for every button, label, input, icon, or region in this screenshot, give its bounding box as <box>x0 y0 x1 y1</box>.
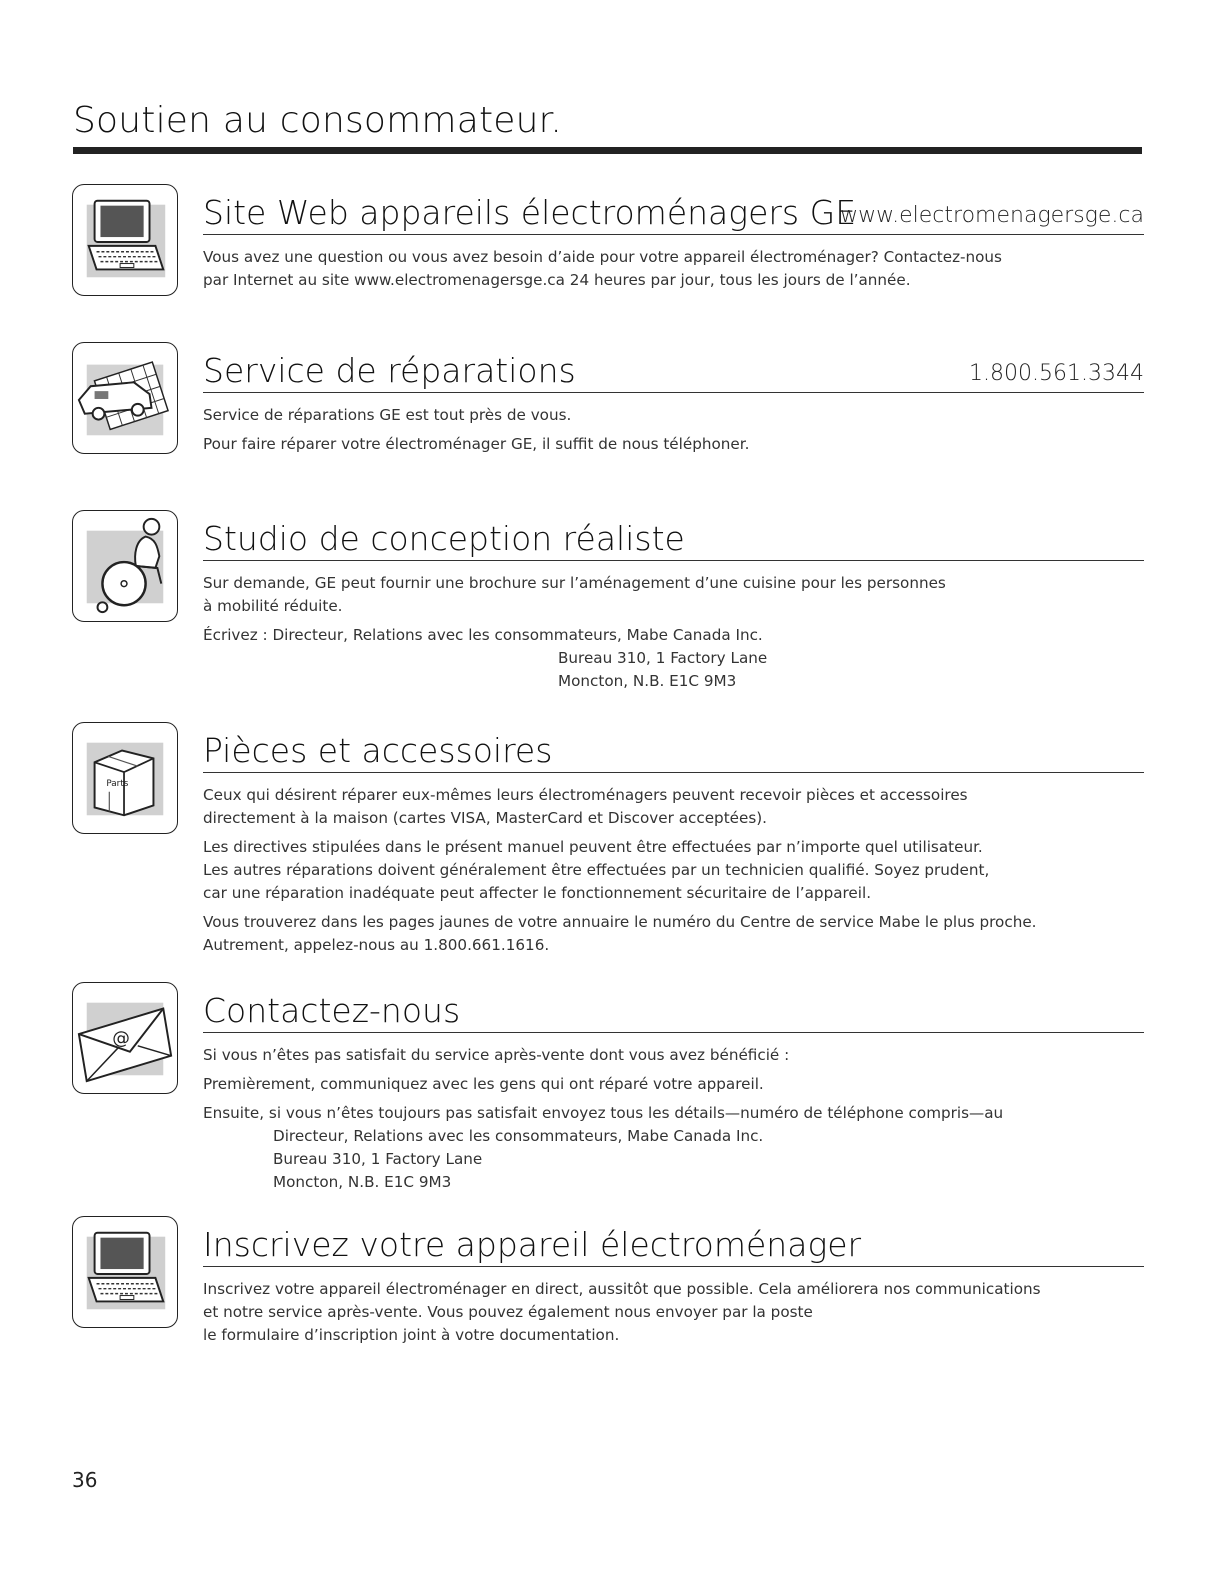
svg-text:Parts: Parts <box>106 778 129 789</box>
section-title: Service de réparations <box>203 351 576 390</box>
address-line: Bureau 310, 1 Factory Lane <box>273 1150 483 1168</box>
address-line: Bureau 310, 1 Factory Lane <box>558 649 768 667</box>
text-line: directement à la maison (cartes VISA, MasterCard et Discover acceptées). <box>203 809 767 827</box>
text-line: Vous avez une question ou vous avez besoin d’aide pour votre appareil électroménager? Contactez-nous <box>203 248 1002 266</box>
section-title: Site Web appareils électroménagers GE <box>203 193 857 232</box>
section-body <box>203 246 1144 298</box>
text-line: Sur demande, GE peut fournir une brochure sur l’aménagement d’une cuisine pour les personnes <box>203 574 946 592</box>
section-header <box>203 1216 1144 1267</box>
text-line: et notre service après-vente. Vous pouvez également nous envoyer par la poste <box>203 1303 813 1321</box>
text-line: Pour faire réparer votre électroménager GE, il suffit de nous téléphoner. <box>203 435 750 453</box>
text-line: Inscrivez votre appareil électroménager en direct, aussitôt que possible. Cela améliorera nos communications <box>203 1280 1041 1298</box>
text-line: le formulaire d’inscription joint à votre documentation. <box>203 1326 620 1344</box>
section-title: Studio de conception réaliste <box>203 519 685 558</box>
paragraph <box>203 572 1144 618</box>
address-line: Moncton, N.B. E1C 9M3 <box>273 1173 452 1191</box>
laptop-icon <box>72 184 178 296</box>
paragraph <box>203 1278 1144 1347</box>
laptop-icon <box>72 1216 178 1328</box>
section-title: Pièces et accessoires <box>203 731 553 770</box>
text-line: car une réparation inadéquate peut affecter le fonctionnement sécuritaire de l’appareil. <box>203 884 872 902</box>
paragraph <box>203 433 1144 456</box>
text-line: Ensuite, si vous n’êtes toujours pas satisfait envoyez tous les détails—numéro de téléphone compris—au <box>203 1104 1004 1122</box>
paragraph <box>203 246 1144 292</box>
svg-text:@: @ <box>112 1028 130 1049</box>
parts-box-icon <box>72 722 178 834</box>
paragraph <box>203 1102 1144 1125</box>
address-line: Moncton, N.B. E1C 9M3 <box>558 672 737 690</box>
address-line: Directeur, Relations avec les consommateurs, Mabe Canada Inc. <box>273 1127 764 1145</box>
paragraph <box>203 911 1144 957</box>
text-line: Service de réparations GE est tout près de vous. <box>203 406 572 424</box>
paragraph <box>203 836 1144 905</box>
section-header <box>203 342 1144 393</box>
section-title: Contactez-nous <box>203 991 461 1030</box>
paragraph <box>203 1073 1144 1096</box>
section-body <box>203 404 1144 462</box>
section-header <box>203 510 1144 561</box>
text-line: par Internet au site www.electromenagersge.ca 24 heures par jour, tous les jours de l’année. <box>203 271 911 289</box>
text-line: Premièrement, communiquez avec les gens qui ont réparé votre appareil. <box>203 1075 764 1093</box>
paragraph <box>203 404 1144 427</box>
wheelchair-icon <box>72 510 178 622</box>
text-line: Si vous n’êtes pas satisfait du service après-vente dont vous avez bénéficié : <box>203 1046 790 1064</box>
paragraph <box>203 624 1144 647</box>
section-header <box>203 722 1144 773</box>
text-line: Vous trouverez dans les pages jaunes de votre annuaire le numéro du Centre de service Mabe le plus proche. <box>203 913 1037 931</box>
service-truck-calendar-icon <box>72 342 178 454</box>
paragraph <box>203 784 1144 830</box>
section-body <box>203 1044 1144 1194</box>
section-header <box>203 184 1144 235</box>
text-line: Autrement, appelez-nous au 1.800.661.1616. <box>203 936 550 954</box>
section-body <box>203 1278 1144 1353</box>
section-body <box>203 572 1144 693</box>
website-link[interactable]: www.electromenagersge.ca <box>840 203 1144 228</box>
email-envelope-icon <box>72 982 178 1094</box>
title-rule <box>73 147 1142 154</box>
mailing-address <box>203 1125 1144 1194</box>
section-header <box>203 982 1144 1033</box>
text-line: Les autres réparations doivent généralement être effectuées par un technicien qualifié. Soyez prudent, <box>203 861 990 879</box>
mailing-address <box>203 647 1144 693</box>
paragraph <box>203 1044 1144 1067</box>
phone-number[interactable]: 1.800.561.3344 <box>969 361 1144 386</box>
text-line: Les directives stipulées dans le présent manuel peuvent être effectuées par n’importe quel utilisateur. <box>203 838 983 856</box>
section-title: Inscrivez votre appareil électroménager <box>203 1225 862 1264</box>
page-title: Soutien au consommateur. <box>73 100 562 141</box>
text-line: Écrivez : Directeur, Relations avec les consommateurs, Mabe Canada Inc. <box>203 626 763 644</box>
page-number: 36 <box>72 1468 98 1492</box>
text-line: Ceux qui désirent réparer eux-mêmes leurs électroménagers peuvent recevoir pièces et accessoires <box>203 786 968 804</box>
text-line: à mobilité réduite. <box>203 597 343 615</box>
section-body <box>203 784 1144 963</box>
